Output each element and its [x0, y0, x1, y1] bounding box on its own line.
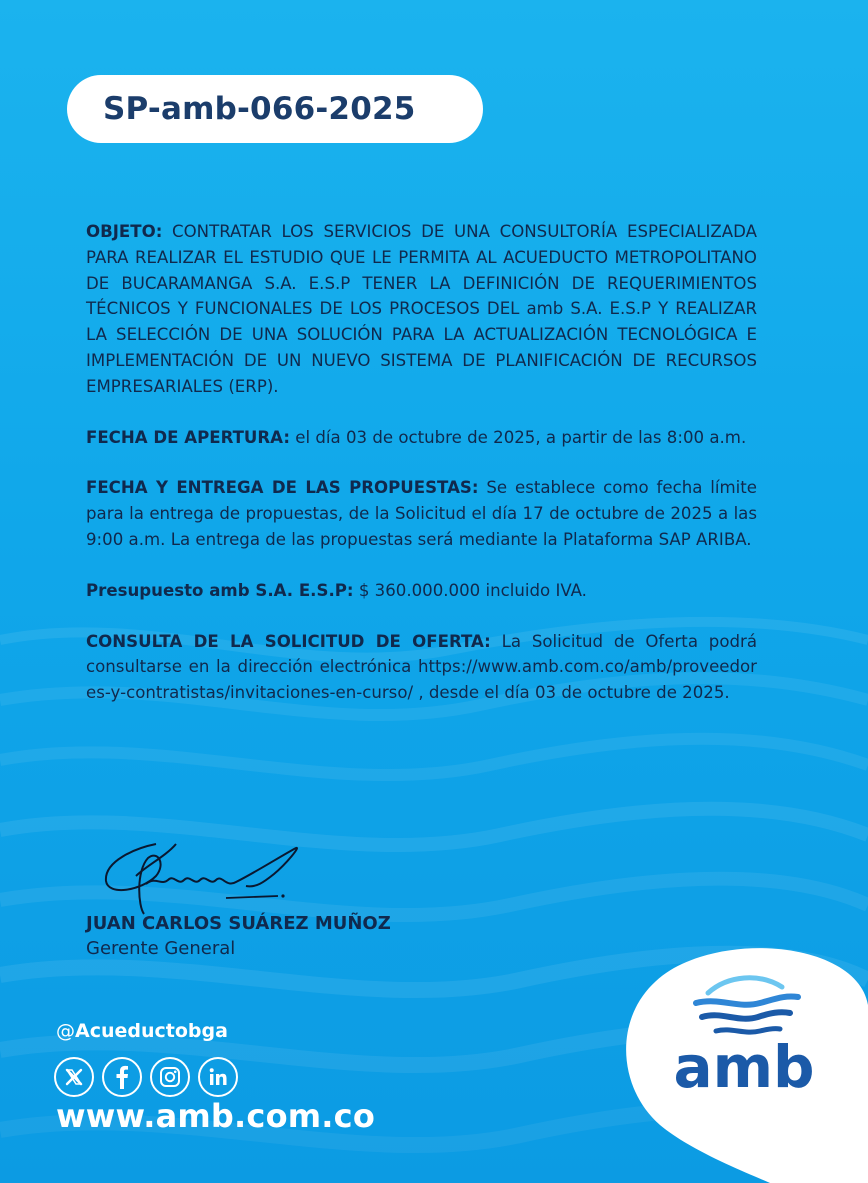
handle-name: Acueductobga: [75, 1020, 228, 1042]
social-handle[interactable]: [56, 1020, 228, 1042]
linkedin-icon[interactable]: [198, 1057, 238, 1097]
objeto-paragraph: [86, 219, 757, 400]
apertura-paragraph: [86, 425, 757, 451]
announcement-body: [86, 219, 757, 731]
instagram-icon[interactable]: [150, 1057, 190, 1097]
apertura-text: el día 03 de octubre de 2025, a partir de las 8:00 a.m.: [289, 427, 747, 447]
signer-role: Gerente General: [86, 938, 236, 959]
entrega-paragraph: [86, 475, 757, 552]
handle-at: @: [56, 1020, 75, 1042]
x-icon[interactable]: [54, 1057, 94, 1097]
consulta-paragraph: [86, 629, 757, 706]
presupuesto-label: Presupuesto amb S.A. E.S.P:: [86, 580, 354, 600]
entrega-label: FECHA Y ENTREGA DE LAS PROPUESTAS:: [86, 478, 479, 498]
signature-image: [96, 836, 306, 916]
facebook-icon[interactable]: [102, 1057, 142, 1097]
presupuesto-paragraph: [86, 578, 757, 604]
objeto-label: OBJETO:: [86, 222, 163, 241]
objeto-text: CONTRATAR LOS SERVICIOS DE UNA CONSULTORÍA ESPECIALIZADA PARA REALIZAR EL ESTUDIO QUE LE PERMITA AL ACUEDUCTO METROPOLITANO DE BUCARAMANGA S.A. E.S.P TENER LA DEFINICIÓN DE REQUERIMIENTOS TÉCNICOS Y FUNCIONALES DE LOS PROCESOS DEL amb S.A. E.S.P Y REALIZAR LA SELECCIÓN DE UNA SOLUCIÓN PARA LA ACTUALIZACIÓN TECNOLÓGICA E IMPLEMENTACIÓN DE UN NUEVO SISTEMA DE PLANIFICACIÓN DE RECURSOS EMPRESARIALES (ERP).: [86, 222, 757, 396]
amb-logo: [620, 945, 868, 1183]
entrega-text: Se establece como fecha límite para la entrega de propuestas, de la Solicitud el día 17 de octubre de 2025 a las 9:00 a.m. La entrega de las propuestas será mediante la Plataforma SAP ARIBA.: [86, 478, 757, 549]
amb-logo-text: amb: [673, 1033, 815, 1101]
consulta-tail: , desde el día 03 de octubre de 2025.: [413, 683, 730, 703]
consulta-url-link[interactable]: https://www.amb.com.co/amb/proveedores-y-contratistas/invitaciones-en-curso/: [86, 657, 757, 703]
presupuesto-text: $ 360.000.000 incluido IVA.: [353, 580, 587, 600]
website-link[interactable]: www.amb.com.co: [56, 1097, 376, 1135]
consulta-text: La Solicitud de Oferta podrá consultarse en la dirección electrónica: [86, 631, 757, 677]
title-badge: [67, 75, 483, 143]
signer-name: JUAN CARLOS SUÁREZ MUÑOZ: [86, 913, 391, 934]
apertura-label: FECHA DE APERTURA:: [86, 427, 290, 447]
document-code: SP-amb-066-2025: [103, 91, 416, 127]
social-icons: [54, 1057, 238, 1097]
consulta-label: CONSULTA DE LA SOLICITUD DE OFERTA:: [86, 631, 491, 651]
